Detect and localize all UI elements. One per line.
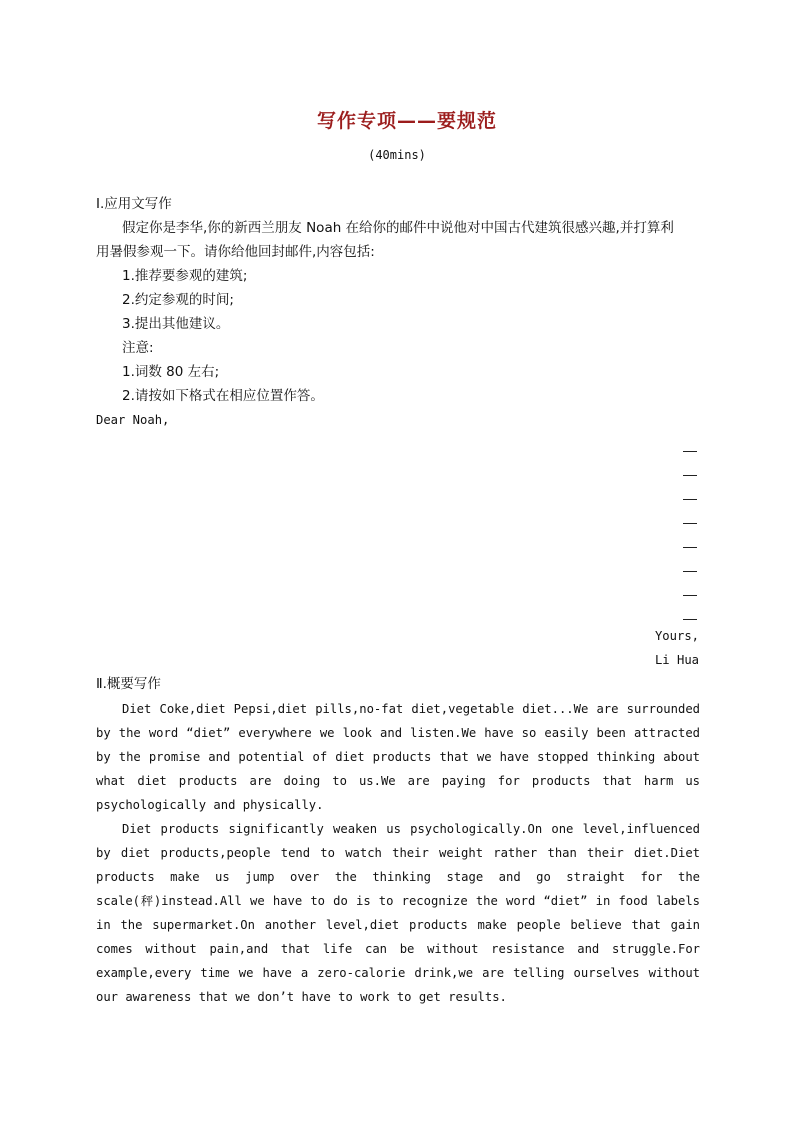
answer-blank[interactable] <box>681 488 697 512</box>
note-item: 1.词数 80 左右; <box>122 364 220 380</box>
answer-blank[interactable] <box>681 512 697 536</box>
answer-blank-lines[interactable] <box>681 440 697 632</box>
section2-heading: Ⅱ.概要写作 <box>96 676 161 692</box>
requirement-item: 3.提出其他建议。 <box>122 316 230 332</box>
section1-heading: Ⅰ.应用文写作 <box>96 196 172 212</box>
answer-blank[interactable] <box>681 464 697 488</box>
prompt-line-2: 用暑假参观一下。请你给他回封邮件,内容包括: <box>96 244 375 260</box>
answer-blank[interactable] <box>681 536 697 560</box>
closing: Yours, <box>654 629 699 643</box>
answer-blank[interactable] <box>681 560 697 584</box>
page-title: 写作专项——要规范 <box>316 110 497 132</box>
passage-paragraph-2: Diet products significantly weaken us psychologically.On one level,influenced by diet products,people tend to watch their weight rather than their diet.Diet products make us jump over the thinking stage and go straight for the scale(秤)instead.All we have to do is to recognize the word “diet” in food labels in the supermarket.On another level,diet products make people believe that gain comes without pain,and that life can be without resistance and struggle.For example,every time we have a zero-calorie drink,we are telling ourselves without our awareness that we don’t have to work to get results. <box>96 822 700 1004</box>
requirement-item: 1.推荐要参观的建筑; <box>122 268 248 284</box>
note-label: 注意: <box>122 340 154 356</box>
salutation: Dear Noah, <box>96 413 170 427</box>
time-limit: (40mins) <box>368 148 426 162</box>
prompt-line-1: 假定你是李华,你的新西兰朋友 Noah 在给你的邮件中说他对中国古代建筑很感兴趣,并打算利 <box>122 220 674 236</box>
note-item: 2.请按如下格式在相应位置作答。 <box>122 388 324 404</box>
requirement-item: 2.约定参观的时间; <box>122 292 234 308</box>
answer-blank[interactable] <box>681 584 697 608</box>
passage-paragraph-1: Diet Coke,diet Pepsi,diet pills,no-fat diet,vegetable diet...We are surrounded by the word “diet” everywhere we look and listen.We have so easily been attracted by the promise and potential of diet products that we have stopped thinking about what diet products are doing to us.We are paying for products that harm us psychologically and physically. <box>96 702 700 812</box>
answer-blank[interactable] <box>681 440 697 464</box>
signature: Li Hua <box>654 653 699 667</box>
